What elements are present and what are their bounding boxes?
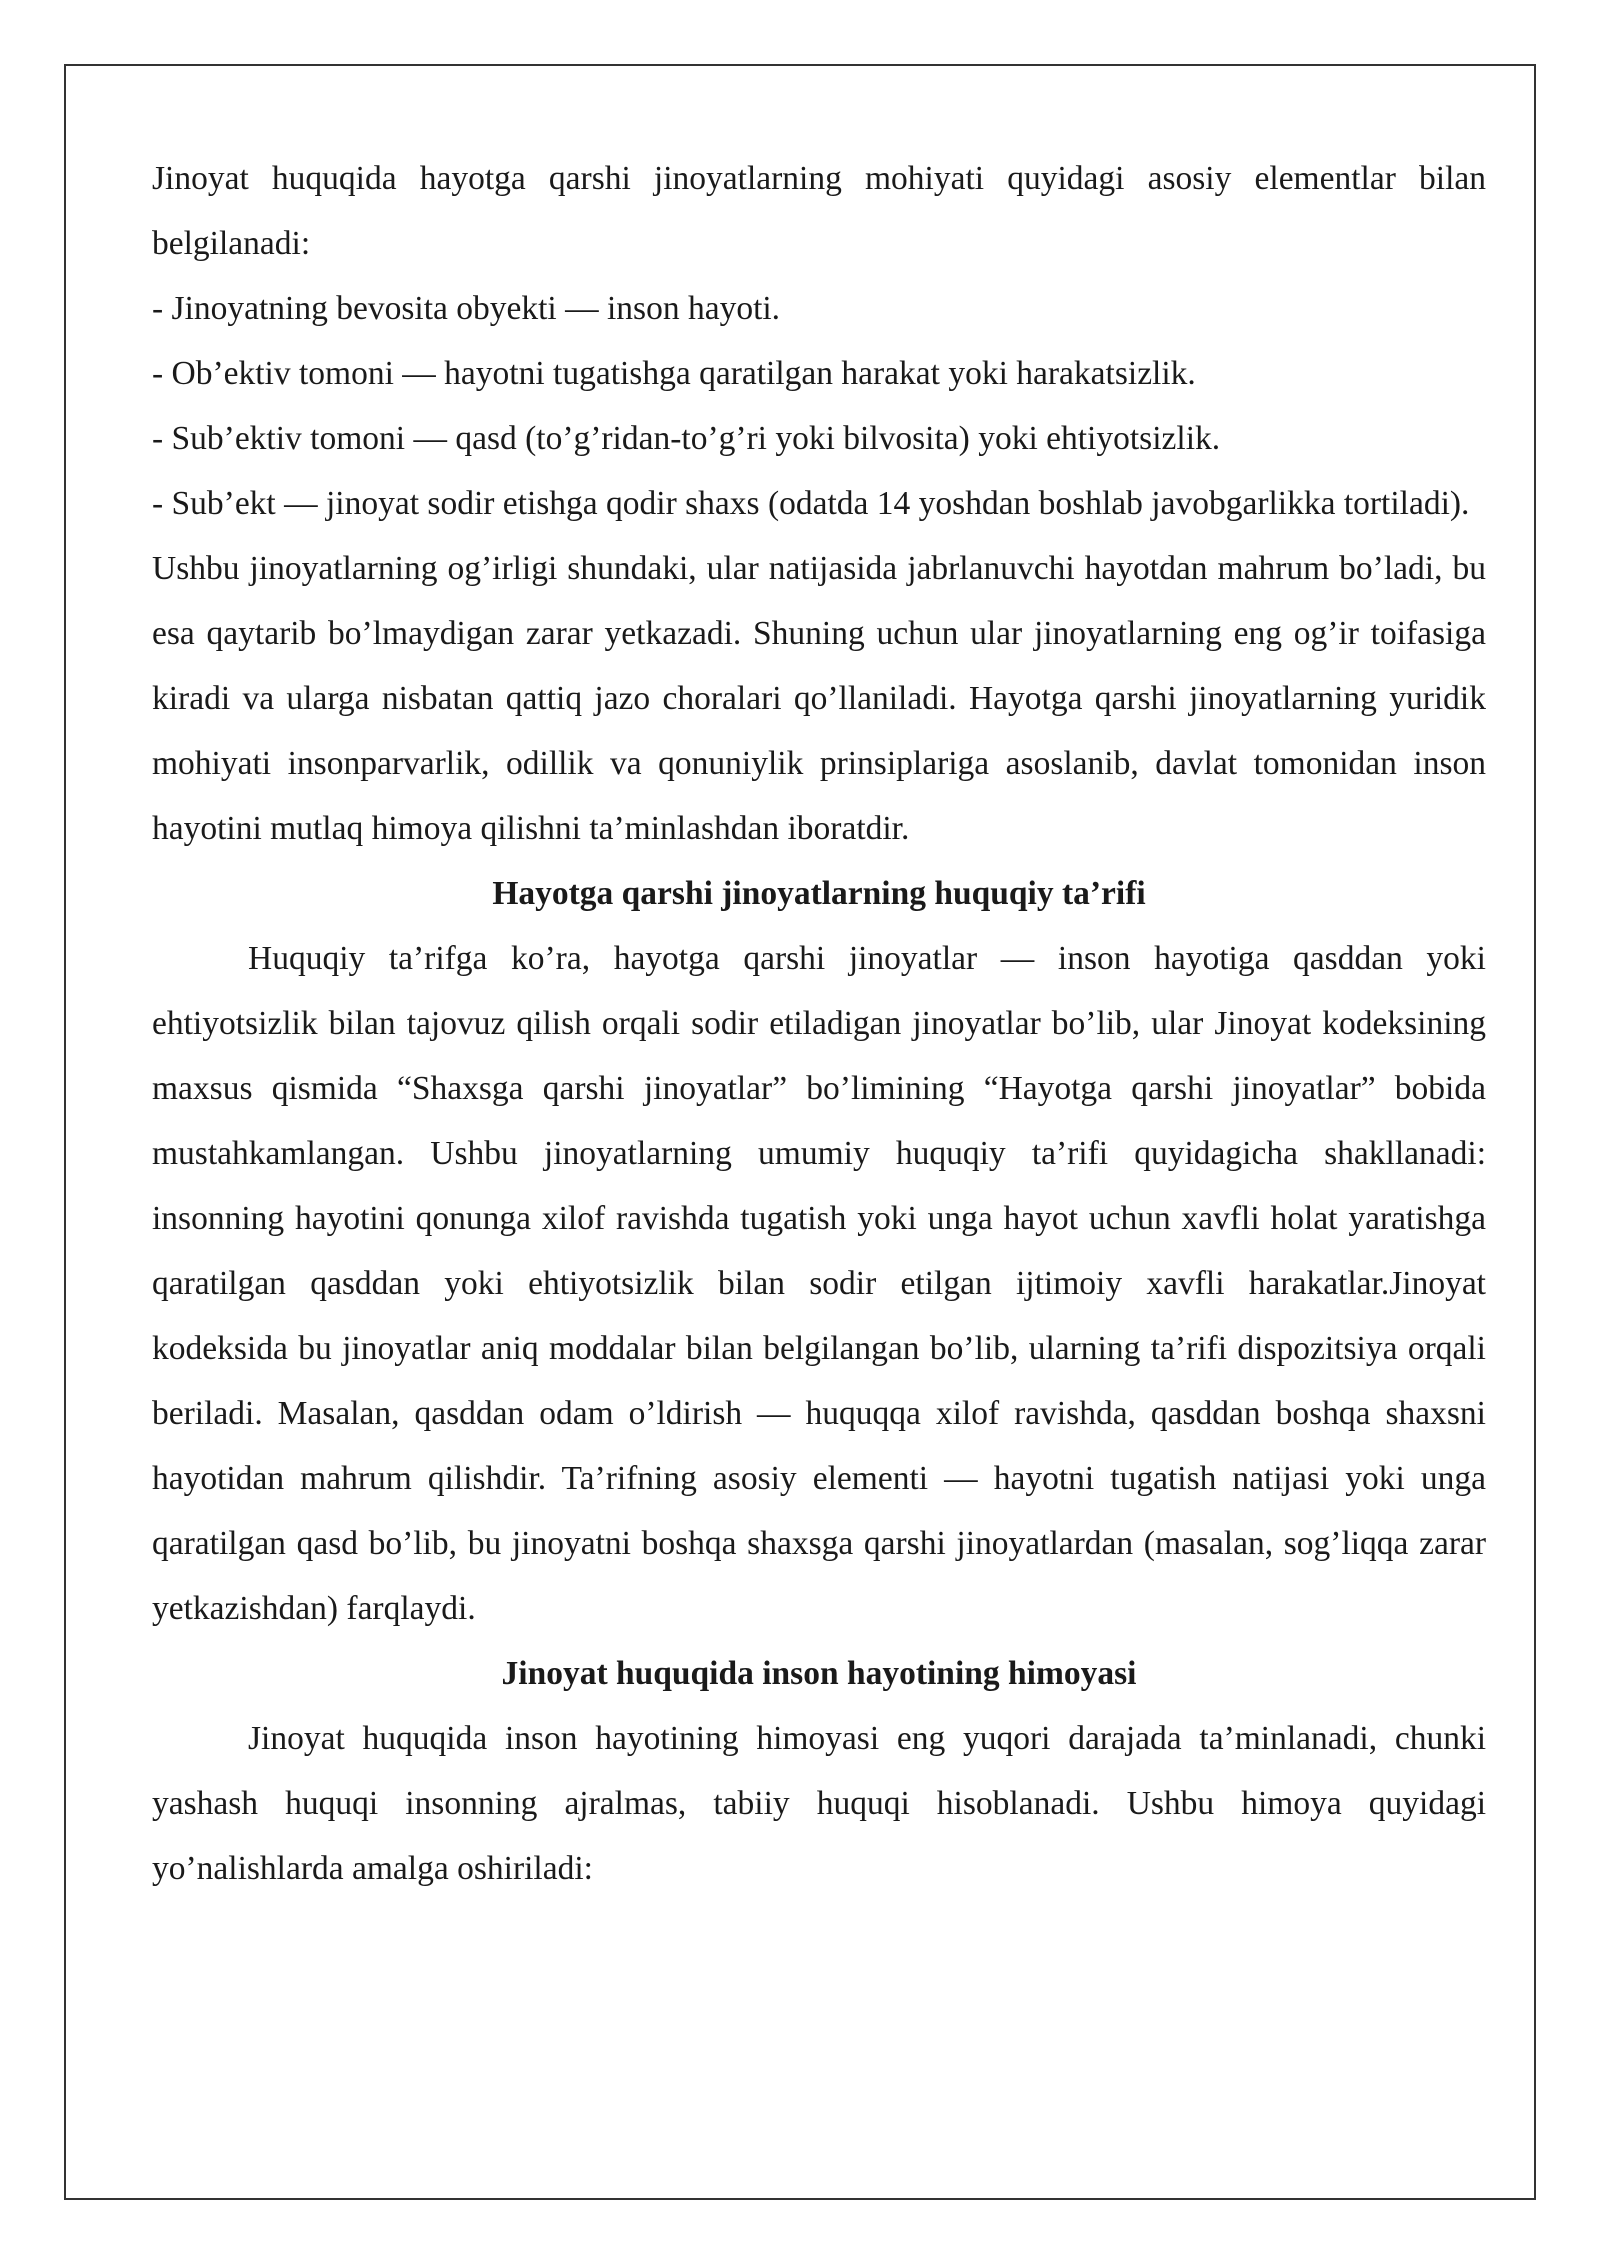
life-protection-paragraph: Jinoyat huquqida inson hayotining himoyasi eng yuqori darajada ta’minlanadi, chunki yashash huquqi insonning ajralmas, tabiiy huquqi hisoblanadi. Ushbu himoya quyidagi yo’nalishlarda amalga oshiriladi: bbox=[152, 1720, 1486, 1887]
list-item-objective-side: - Ob’ektiv tomoni — hayotni tugatishga qaratilgan harakat yoki harakatsizlik. bbox=[152, 355, 1196, 392]
list-item-object: - Jinoyatning bevosita obyekti — inson hayoti. bbox=[152, 290, 781, 327]
document-body bbox=[152, 146, 1486, 1901]
legal-definition-paragraph: Huquqiy ta’rifga ko’ra, hayotga qarshi jinoyatlar — inson hayotiga qasddan yoki ehtiyotsizlik bilan tajovuz qilish orqali sodir etiladigan jinoyatlar bo’lib, ular Jinoyat kodeksining maxsus qismida “Shaxsga qarshi jinoyatlar” bo’limining “Hayotga qarshi jinoyatlar” bobida mustahkamlangan. Ushbu jinoyatlarning umumiy huquqiy ta’rifi quyidagicha shakllanadi: insonning hayotini qonunga xilof ravishda tugatish yoki unga hayot uchun xavfli holat yaratishga qaratilgan qasddan yoki ehtiyotsizlik bilan sodir etilgan ijtimoiy xavfli harakatlar.Jinoyat kodeksida bu jinoyatlar aniq moddalar bilan belgilangan bo’lib, ularning ta’rifi dispozitsiya orqali beriladi. Masalan, qasddan odam o’ldirish — huquqqa xilof ravishda, qasddan boshqa shaxsni hayotidan mahrum qilishdir. Ta’rifning asosiy elementi — hayotni tugatish natijasi yoki unga qaratilgan qasd bo’lib, bu jinoyatni boshqa shaxsga qarshi jinoyatlardan (masalan, sog’liqqa zarar yetkazishdan) farqlaydi. bbox=[152, 940, 1486, 1627]
section-heading-life-protection: Jinoyat huquqida inson hayotining himoyasi bbox=[501, 1655, 1137, 1692]
section-heading-legal-definition: Hayotga qarshi jinoyatlarning huquqiy ta’rifi bbox=[492, 875, 1146, 912]
list-item-subjective-side: - Sub’ektiv tomoni — qasd (to’g’ridan-to’g’ri yoki bilvosita) yoki ehtiyotsizlik. bbox=[152, 420, 1221, 457]
intro-paragraph: Jinoyat huquqida hayotga qarshi jinoyatlarning mohiyati quyidagi asosiy elementlar bilan belgilanadi: bbox=[152, 160, 1486, 262]
list-item-subject: - Sub’ekt — jinoyat sodir etishga qodir shaxs (odatda 14 yoshdan boshlab javobgarlikka tortiladi). bbox=[152, 485, 1470, 522]
intro-closing-paragraph: Ushbu jinoyatlarning og’irligi shundaki, ular natijasida jabrlanuvchi hayotdan mahrum bo’ladi, bu esa qaytarib bo’lmaydigan zarar yetkazadi. Shuning uchun ular jinoyatlarning eng og’ir toifasiga kiradi va ularga nisbatan qattiq jazo choralari qo’llaniladi. Hayotga qarshi jinoyatlarning yuridik mohiyati insonparvarlik, odillik va qonuniylik prinsiplariga asoslanib, davlat tomonidan inson hayotini mutlaq himoya qilishni ta’minlashdan iboratdir. bbox=[152, 550, 1486, 847]
